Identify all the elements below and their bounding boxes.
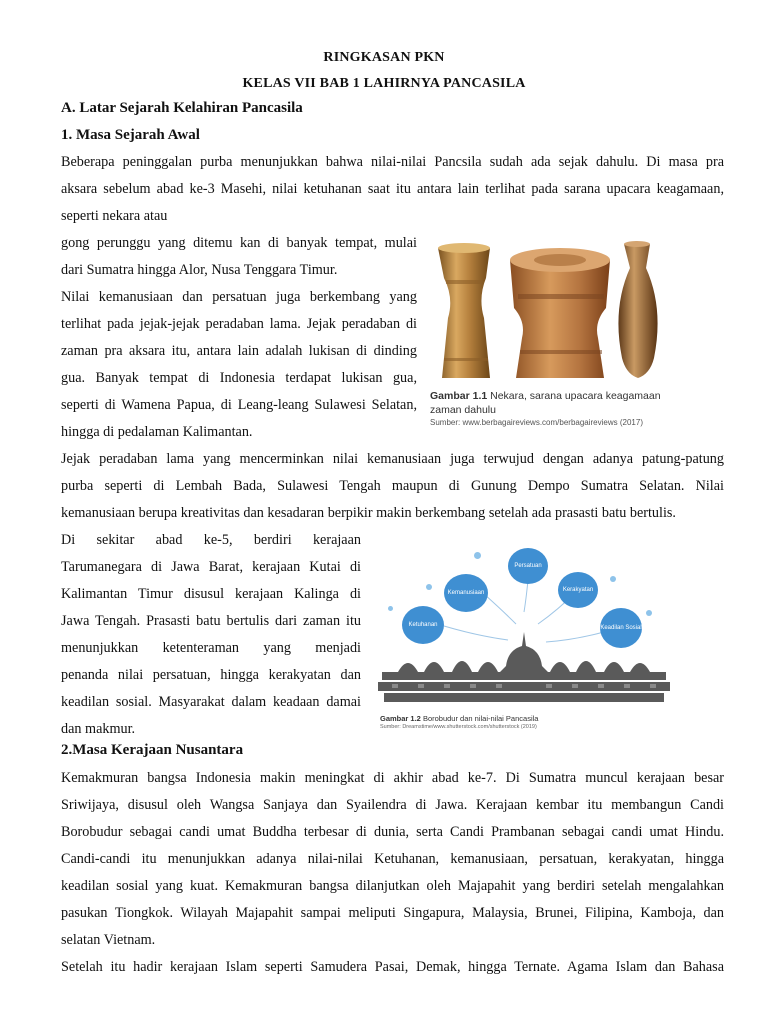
caption-source: Sumber: www.berbagaireviews.com/berbagaireviews (2017) — [430, 418, 643, 427]
figure-nekara — [428, 238, 668, 430]
paragraph-line: zaman pra aksara itu, antara lain adalah lukisan di dinding — [61, 343, 417, 359]
paragraph-line: seperti di Wamena Papua, di Leang-leang Sulawesi Selatan, — [61, 397, 417, 413]
value-bubble-persatuan: Persatuan — [508, 548, 548, 584]
value-bubble-kerakyatan: Kerakyatan — [558, 572, 598, 608]
value-bubble-keadilan-sosial: Keadilan Sosial — [600, 608, 642, 648]
paragraph-line: Kemakmuran bangsa Indonesia makin meningkat di akhir abad ke-7. Di Sumatra muncul kerajaan besar — [61, 770, 724, 786]
borobudur-temple-icon — [378, 632, 670, 712]
paragraph-line: purba seperti di Lembah Bada, Sulawesi Tengah maupun di Gunung Dempo Sumatra Selatan. Nilai — [61, 478, 724, 494]
caption-text: Borobudur dan nilai-nilai Pancasila — [422, 714, 539, 723]
paragraph-line: Beberapa peninggalan purba menunjukkan bahwa nilai-nilai Pancsila sudah ada sejak dahulu. Di masa pra — [61, 154, 724, 170]
paragraph-line: terlihat pada jejak-jejak peradaban lama. Jejak peradaban di — [61, 316, 417, 332]
paragraph-line: selatan Vietnam. — [61, 932, 156, 948]
value-bubble-kemanusiaan: Kemanusiaan — [444, 574, 488, 612]
paragraph-line: gua. Banyak tempat di Indonesia terdapat lukisan gua, — [61, 370, 417, 386]
paragraph-line: menunjukkan ketenteraman yang menjadi — [61, 640, 361, 656]
caption-source: Sumber: Dreamstime/www.shutterstock.com/shutterstock (2019) — [380, 724, 537, 730]
paragraph-line: Jawa Tengah. Prasasti batu bertulis dari zaman itu — [61, 613, 361, 629]
paragraph-line: penanda nilai persatuan, hingga kerakyatan dan — [61, 667, 361, 683]
paragraph-line: Borobudur sebagai candi umat Buddha terbesar di dunia, serta Candi Prambanan sebagai candi umat Hindu. — [61, 824, 724, 840]
paragraph-line: Kalimantan Timur disusul kerajaan Kalinga di — [61, 586, 361, 602]
figure-borobudur — [378, 540, 670, 740]
paragraph-line: Sriwijaya, disusul oleh Wangsa Sanjaya dan Syailendra di Jawa. Kerajaan kembar itu membangun Candi — [61, 797, 724, 813]
caption-text-line2: zaman dahulu — [430, 404, 496, 416]
nekara-illustration — [428, 238, 668, 386]
paragraph-line: dan makmur. — [61, 721, 136, 737]
paragraph-line: Nilai kemanusiaan dan persatuan juga berkembang yang — [61, 289, 417, 305]
figure-caption — [380, 714, 538, 723]
caption-text: Nekara, sarana upacara keagamaan — [490, 390, 661, 402]
paragraph-line: Setelah itu hadir kerajaan Islam seperti Samudera Pasai, Demak, hingga Ternate. Agama Islam dan Bahasa — [61, 959, 724, 975]
paragraph-line: Candi-candi itu menunjukkan adanya nilai-nilai Ketuhanan, kemanusiaan, persatuan, kerakyatan, hingga — [61, 851, 724, 867]
paragraph-line: hingga di pedalaman Kalimantan. — [61, 424, 253, 440]
paragraph-line: gong perunggu yang ditemu kan di banyak tempat, mulai — [61, 235, 417, 251]
paragraph-line: aksara sebelum abad ke-3 Masehi, nilai ketuhanan saat itu antara lain terlihat pada sarana upacara keagamaan, — [61, 181, 724, 197]
paragraph-line: keadilan sosial yang kuat. Kemakmuran bangsa dilanjutkan oleh Majapahit yang berdiri setelah mengalahkan — [61, 878, 724, 894]
paragraph-line: Jejak peradaban lama yang mencerminkan nilai kemanusiaan juga terwujud dengan adanya patung-patung — [61, 451, 724, 467]
caption-label: Gambar 1.1 — [430, 390, 488, 402]
paragraph-line: Tarumanegara di Jawa Barat, kerajaan Kutai di — [61, 559, 361, 575]
paragraph-line: dari Sumatra hingga Alor, Nusa Tenggara Timur. — [61, 262, 338, 278]
paragraph-line: pasukan Tiongkok. Wilayah Majapahit sampai meliputi Singapura, Malaysia, Brunei, Filipina, Kamboja, dan — [61, 905, 724, 921]
section-heading-a: A. Latar Sejarah Kelahiran Pancasila — [61, 100, 303, 116]
document-title: RINGKASAN PKN — [323, 50, 445, 65]
figure-caption — [430, 390, 661, 402]
document-subtitle: KELAS VII BAB 1 LAHIRNYA PANCASILA — [242, 76, 526, 91]
value-bubble-ketuhanan: Ketuhanan — [402, 606, 444, 644]
paragraph-line: kemanusiaan berupa kreativitas dan kesadaran berpikir makin berkembang setelah ada prasasti batu bertulis. — [61, 505, 676, 521]
paragraph-line: keadilan sosial. Masyarakat dalam keadaan damai — [61, 694, 361, 710]
paragraph-line: Di sekitar abad ke-5, berdiri kerajaan — [61, 532, 361, 548]
caption-label: Gambar 1.2 — [380, 714, 421, 723]
section-heading-1: 1. Masa Sejarah Awal — [61, 127, 200, 143]
section-heading-2: 2.Masa Kerajaan Nusantara — [61, 742, 244, 758]
paragraph-line: seperti nekara atau — [61, 208, 168, 224]
